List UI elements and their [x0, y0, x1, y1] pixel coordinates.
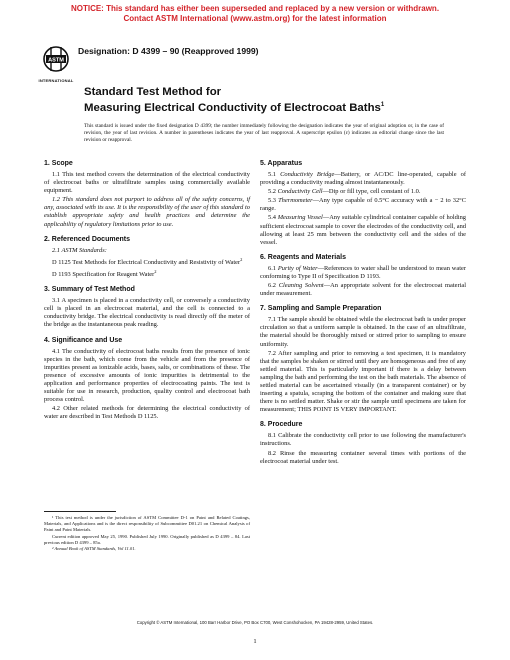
para-8-1: 8.1 Calibrate the conductivity cell prior to use following the manufacturer's instructions. — [260, 432, 466, 448]
para-1-2: 1.2 This standard does not purport to address all of the safety concerns, if any, associated with its use. It is the responsibility of the user of this standard to establish appropriate safety and health practices and determine the applicability of regulatory limitations prior to use. — [44, 196, 250, 228]
para-6-2: 6.2 Cleaning Solvent—An appropriate solvent for the electrocoat material under measurement. — [260, 282, 466, 298]
notice-line-1: NOTICE: This standard has either been superseded and replaced by a new version or withdrawn. — [70, 4, 440, 13]
section-2-heading: 2. Referenced Documents — [44, 235, 130, 243]
section-3-heading: 3. Summary of Test Method — [44, 286, 135, 294]
title-line-1: Standard Test Method for — [84, 86, 222, 98]
para-3-1: 3.1 A specimen is placed in a conductivity cell, or conversely a conductivity cell is placed in an electrocoat material, and the cell is connected to a conductivity bridge. The electrical conductivity is read directly off the meter of the bridge as the instantaneous peak reading. — [44, 297, 250, 329]
para-8-2: 8.2 Rinse the measuring container several times with portions of the electrocoat material under test. — [260, 449, 466, 465]
para-5-2: 5.2 Conductivity Cell—Dip or fill type, cell constant of 1.0. — [268, 188, 421, 196]
logo-caption: INTERNATIONAL — [38, 78, 74, 83]
astm-logo-icon — [43, 44, 69, 74]
document-title — [84, 86, 384, 115]
para-6-1: 6.1 Purity of Water—References to water shall be understood to mean water conforming to Type II of Specification D 1193. — [260, 264, 466, 280]
para-7-2: 7.2 After sampling and prior to removing a test specimen, it is mandatory that the samples be shaken or stirred until they are homogeneous and free of any settled material. This is particularly important if there is a delay between sampling the bath and performing the test on the bath materials. The absence of settled material can be ascertained visually (in a transparent container) or by inserting a spatula, scraping the bottom of the container and making sure that there is no settled matter. Shake or stir the sample until specimens are taken for measurement; THIS POINT IS VERY IMPORTANT. — [260, 349, 466, 414]
supersede-notice — [0, 4, 510, 24]
para-5-4: 5.4 Measuring Vessel—Any suitable cylindrical container capable of holding sufficient electrocoat sample to cover the electrodes of the conductivity cell, and allowing at least 25 mm between the conductivity cell and the sides of the vessel. — [260, 214, 466, 246]
section-4-heading: 4. Significance and Use — [44, 336, 123, 344]
title-footnote-marker: 1 — [380, 102, 385, 108]
para-2-1: 2.1 ASTM Standards: — [52, 246, 107, 254]
para-1-1: 1.1 This test method covers the determination of the electrical conductivity of electrocoat baths or ultrafiltrate samples using commercially available equipment. — [44, 171, 250, 195]
para-5-3: 5.3 Thermometer—Any type capable of 0.5°C accuracy with a − 2 to 32°C range. — [260, 197, 466, 213]
section-1-heading: 1. Scope — [44, 160, 73, 167]
para-7-1: 7.1 The sample should be obtained while the electrocoat bath is under proper circulation so that a uniform sample is obtained. In the case of an ultrafiltrate, the material should be thoroughly mixed or stirred prior to sampling to ensure uniformity. — [260, 316, 466, 348]
reference-d1125: D 1125 Test Methods for Electrical Conductivity and Resistivity of Water$^2$ — [52, 256, 243, 266]
footnotes — [44, 515, 250, 552]
footnote-1-edition: Current edition approved May 25, 1990. Published July 1990. Originally published as D 4399 – 84. Last previous edition D 4399 – 85a. — [44, 533, 250, 545]
footnote-1: ¹ This test method is under the jurisdiction of ASTM Committee D-1 on Paint and Related Coatings, Materials, and Applications and is the direct responsibility of Subcommittee D01.21 on Chemical Analysis of Paint and Paint Materials. — [44, 515, 250, 533]
right-column — [260, 160, 466, 467]
section-5-heading: 5. Apparatus — [260, 160, 303, 167]
para-5-1: 5.1 Conductivity Bridge—Battery, or AC/DC line-operated, capable of providing a conductivity reading almost instantaneously. — [260, 171, 466, 187]
left-column — [44, 160, 250, 422]
page-number: 1 — [253, 638, 257, 645]
title-line-2: Measuring Electrical Conductivity of Electrocoat Baths$^1$ — [84, 101, 385, 114]
para-4-2: 4.2 Other related methods for determining the electrical conductivity of water are described in Test Methods D 1125. — [44, 405, 250, 421]
designation: Designation: D 4399 – 90 (Reapproved 1999) — [78, 46, 259, 56]
reference-d1193: D 1193 Specification for Reagent Water$^2$ — [52, 268, 157, 279]
footnote-2: ² Annual Book of ASTM Standards, Vol 11.01. — [52, 546, 136, 552]
section-8-heading: 8. Procedure — [260, 421, 303, 429]
para-4-1: 4.1 The conductivity of electrocoat baths results from the presence of ionic species in the bath, which come from the vehicle and from the presence of impurities present as ionizable acids, bases, salts, or combinations of these. The presence of excessive amounts of ionic impurities is detrimental to the application and performance properties of electrocoating paints. The test is suitable for use in research, production, quality control and electrocoat bath process control. — [44, 347, 250, 404]
section-6-heading: 6. Reagents and Materials — [260, 253, 346, 261]
footnote-rule — [44, 511, 116, 512]
copyright-line: Copyright © ASTM International, 100 Barr Harbor Drive, PO Box C700, West Conshohocken, PA 19428-2959, United States. — [136, 620, 374, 625]
issuance-statement: This standard is issued under the fixed designation D 4399; the number immediately following the designation indicates the year of original adoption or, in the case of revision, the year of last revision. A number in parentheses indicates the year of last reapproval. A superscript epsilon (ε) indicates an editorial change since the last revision or reapproval. — [84, 123, 444, 144]
notice-line-2: Contact ASTM International (www.astm.org) for the latest information — [123, 14, 387, 23]
logo-letters: ASTM — [48, 57, 64, 64]
section-7-heading: 7. Sampling and Sample Preparation — [260, 305, 382, 313]
